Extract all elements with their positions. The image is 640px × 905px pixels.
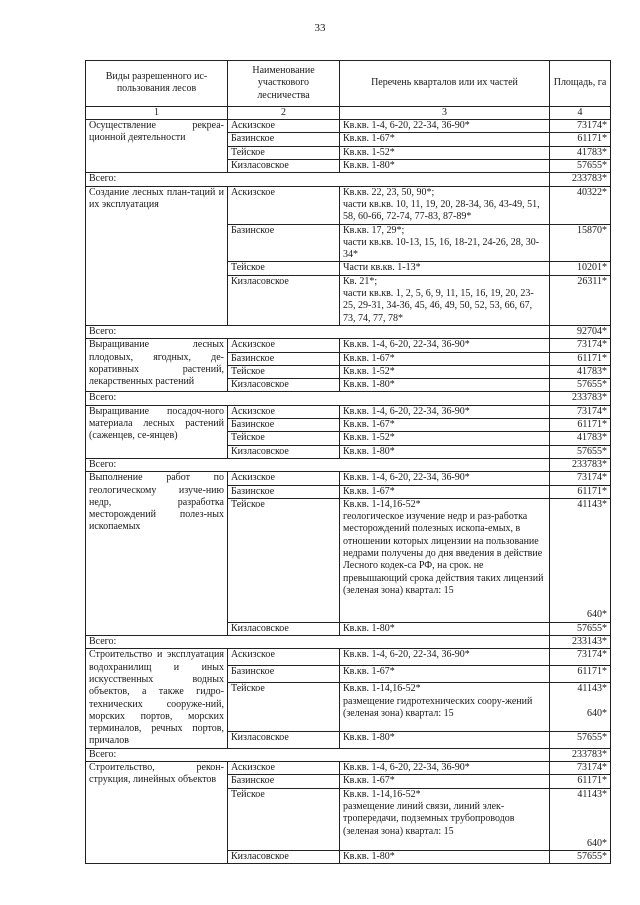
- quarters-text: Кв.кв. 1-52*: [343, 146, 395, 158]
- quarters-text: Кв.кв. 22, 23, 50, 90*;: [343, 186, 435, 198]
- forestry-name-cell: Базинское: [228, 352, 340, 365]
- quarters-text: геологическое изучение недр и раз-работка месторождений полезных ископа-емых, в отношении которых лицензии на пользование недрами получены до дня введения в действие Лесного кодек-са РФ, на срок. не превышающий срока действия таких лицензий (зеленая зона) квартал: 15: [343, 511, 544, 596]
- quarters-cell: [340, 339, 550, 352]
- area-cell: [550, 419, 611, 432]
- area-spacer: [553, 511, 607, 523]
- area-value: 41783*: [577, 432, 607, 444]
- forestry-name-cell: Аскизское: [228, 186, 340, 224]
- quarters-text: части кв.кв. 1, 2, 5, 6, 9, 11, 15, 16, 19, 20, 23-25, 29-31, 34-36, 45, 46, 49, 50, 52, 53, 66, 67, 73, 74, 77, 78*: [343, 288, 534, 324]
- table-row: [86, 120, 611, 133]
- area-cell: [550, 666, 611, 683]
- quarters-cell: [340, 788, 550, 850]
- area-cell: [550, 683, 611, 731]
- area-cell: [550, 622, 611, 635]
- total-row: [86, 458, 611, 471]
- total-value: 233783*: [550, 392, 611, 405]
- area-cell: [550, 275, 611, 325]
- forestry-name-cell: Кизласовское: [228, 379, 340, 392]
- quarters-text: Кв.кв. 1-4, 6-20, 22-34, 36-90*: [343, 649, 470, 661]
- forestry-name-cell: Базинское: [228, 224, 340, 262]
- area-value: 73174*: [577, 649, 607, 661]
- area-cell: [550, 731, 611, 748]
- area-cell: [550, 146, 611, 159]
- header-quarters-list: Перечень кварталов или их частей: [340, 61, 550, 107]
- quarters-cell: [340, 379, 550, 392]
- quarters-text: Кв.кв. 1-80*: [343, 622, 395, 634]
- area-spacer: [553, 523, 607, 535]
- total-row: [86, 392, 611, 405]
- total-value: 92704*: [550, 325, 611, 338]
- forestry-name-cell: Кизласовское: [228, 275, 340, 325]
- quarters-text: Кв.кв. 17, 29*;: [343, 224, 405, 236]
- table-row: [86, 472, 611, 485]
- total-value: 233783*: [550, 458, 611, 471]
- quarters-text: Кв.кв. 1-52*: [343, 432, 395, 444]
- area-value: 57655*: [577, 445, 607, 457]
- header-area: Площадь, га: [550, 61, 611, 107]
- area-value: 57655*: [577, 160, 607, 172]
- quarters-cell: [340, 666, 550, 683]
- quarters-cell: [340, 419, 550, 432]
- use-type-cell: Создание лесных план-таций и их эксплуатация: [86, 186, 228, 325]
- forestry-name-cell: Кизласовское: [228, 622, 340, 635]
- area-spacer: [553, 696, 607, 708]
- area-value: 73174*: [577, 405, 607, 417]
- forestry-name-cell: Кизласовское: [228, 851, 340, 864]
- quarters-text: размещение линий связи, линий элек-тропередачи, подземных трубопроводов (зеленая зона) квартал: 15: [343, 800, 515, 837]
- area-cell: [550, 379, 611, 392]
- quarters-text: Кв.кв. 1-14,16-52*: [343, 498, 421, 510]
- area-value: 41783*: [577, 365, 607, 377]
- area-cell: [550, 405, 611, 418]
- table-header-row: [86, 61, 611, 107]
- quarters-cell: [340, 498, 550, 622]
- forestry-name-cell: Базинское: [228, 666, 340, 683]
- column-number: 4: [550, 106, 611, 119]
- area-value: 57655*: [577, 379, 607, 391]
- quarters-text: Кв.кв. 1-4, 6-20, 22-34, 36-90*: [343, 472, 470, 484]
- quarters-cell: [340, 146, 550, 159]
- area-value: 15870*: [577, 224, 607, 236]
- quarters-cell: [340, 445, 550, 458]
- area-value: 26311*: [577, 275, 607, 287]
- area-value: 57655*: [577, 731, 607, 743]
- total-label: Всего:: [86, 325, 550, 338]
- area-value: 640*: [587, 837, 607, 849]
- header-forestry-name: Наименование участкового лесничества: [228, 61, 340, 107]
- quarters-cell: [340, 133, 550, 146]
- area-value: 73174*: [577, 762, 607, 774]
- quarters-text: Кв.кв. 1-67*: [343, 775, 395, 787]
- area-spacer: [553, 548, 607, 560]
- area-spacer: [553, 826, 607, 838]
- area-value: 41143*: [577, 498, 607, 510]
- area-cell: [550, 485, 611, 498]
- area-cell: [550, 120, 611, 133]
- quarters-cell: [340, 224, 550, 262]
- area-spacer: [553, 801, 607, 813]
- quarters-text: Кв.кв. 1-67*: [343, 133, 395, 145]
- total-label: Всего:: [86, 636, 550, 649]
- forestry-name-cell: Тейское: [228, 498, 340, 622]
- quarters-cell: [340, 851, 550, 864]
- forest-use-table: [85, 60, 611, 864]
- quarters-cell: [340, 649, 550, 666]
- forestry-name-cell: Аскизское: [228, 120, 340, 133]
- area-cell: [550, 762, 611, 775]
- quarters-text: Кв.кв. 1-67*: [343, 666, 395, 678]
- table-row: [86, 339, 611, 352]
- area-value: 61171*: [577, 666, 607, 678]
- area-value: 41143*: [577, 683, 607, 695]
- use-type-cell: Выращивание лесных плодовых, ягодных, де-коративных растений, лекарственных растений: [86, 339, 228, 392]
- quarters-text: размещение гидротехнических соору-жений (зеленая зона) квартал: 15: [343, 695, 533, 719]
- total-row: [86, 325, 611, 338]
- area-value: 61171*: [577, 352, 607, 364]
- quarters-text: части кв.кв. 10-13, 15, 16, 18-21, 24-26, 28, 30-34*: [343, 236, 540, 261]
- quarters-text: Части кв.кв. 1-13*: [343, 262, 421, 274]
- forestry-name-cell: Тейское: [228, 432, 340, 445]
- area-value: 10201*: [577, 262, 607, 274]
- forestry-name-cell: Тейское: [228, 788, 340, 850]
- quarters-cell: [340, 275, 550, 325]
- area-cell: [550, 649, 611, 666]
- total-value: 233143*: [550, 636, 611, 649]
- area-value: 57655*: [577, 622, 607, 634]
- area-cell: [550, 498, 611, 622]
- forestry-name-cell: Аскизское: [228, 762, 340, 775]
- quarters-cell: [340, 472, 550, 485]
- quarters-cell: [340, 485, 550, 498]
- area-value: 61171*: [577, 419, 607, 431]
- quarters-text: Кв.кв. 1-52*: [343, 365, 395, 377]
- page-number: 33: [314, 22, 326, 34]
- area-cell: [550, 365, 611, 378]
- quarters-cell: [340, 762, 550, 775]
- quarters-text: Кв.кв. 1-67*: [343, 419, 395, 431]
- area-value: 640*: [587, 707, 607, 719]
- quarters-cell: [340, 352, 550, 365]
- area-cell: [550, 339, 611, 352]
- area-value: 73174*: [577, 472, 607, 484]
- total-row: [86, 748, 611, 761]
- area-value: 41783*: [577, 146, 607, 158]
- area-spacer: [553, 813, 607, 825]
- area-spacer: [553, 573, 607, 585]
- total-value: 233783*: [550, 173, 611, 186]
- total-label: Всего:: [86, 173, 550, 186]
- total-label: Всего:: [86, 392, 550, 405]
- forestry-name-cell: Базинское: [228, 485, 340, 498]
- use-type-cell: Выращивание посадоч-ного материала лесных растений (саженцев, се-янцев): [86, 405, 228, 458]
- area-cell: [550, 262, 611, 275]
- area-cell: [550, 352, 611, 365]
- area-cell: [550, 224, 611, 262]
- quarters-cell: [340, 405, 550, 418]
- total-row: [86, 636, 611, 649]
- quarters-text: Кв.кв. 1-14,16-52*: [343, 788, 421, 800]
- area-cell: [550, 160, 611, 173]
- forestry-name-cell: Тейское: [228, 262, 340, 275]
- table-row: [86, 186, 611, 224]
- quarters-text: Кв. 21*;: [343, 275, 378, 287]
- column-number: 2: [228, 106, 340, 119]
- area-value: 61171*: [577, 485, 607, 497]
- quarters-text: Кв.кв. 1-4, 6-20, 22-34, 36-90*: [343, 339, 470, 351]
- quarters-text: Кв.кв. 1-80*: [343, 731, 395, 743]
- quarters-cell: [340, 731, 550, 748]
- table-body: [86, 120, 611, 864]
- quarters-text: Кв.кв. 1-4, 6-20, 22-34, 36-90*: [343, 120, 470, 132]
- forestry-name-cell: Базинское: [228, 133, 340, 146]
- area-cell: [550, 186, 611, 224]
- forestry-name-cell: Тейское: [228, 683, 340, 731]
- total-row: [86, 173, 611, 186]
- forestry-name-cell: Аскизское: [228, 405, 340, 418]
- area-value: 57655*: [577, 851, 607, 863]
- quarters-text: Кв.кв. 1-80*: [343, 160, 395, 172]
- area-cell: [550, 432, 611, 445]
- quarters-cell: [340, 160, 550, 173]
- quarters-text: части кв.кв. 10, 11, 19, 20, 28-34, 36, 43-49, 51, 58, 60-66, 72-74, 77-83, 87-89*: [343, 198, 540, 223]
- forestry-name-cell: Кизласовское: [228, 160, 340, 173]
- total-label: Всего:: [86, 458, 550, 471]
- table-row: [86, 762, 611, 775]
- column-number: 3: [340, 106, 550, 119]
- use-type-cell: Строительство, рекон-струкция, линейных объектов: [86, 762, 228, 864]
- forestry-name-cell: Кизласовское: [228, 445, 340, 458]
- table-row: [86, 405, 611, 418]
- use-type-cell: Выполнение работ по геологическому изуче-нию недр, разработка месторождений полез-ных ископаемых: [86, 472, 228, 636]
- area-value: 640*: [587, 609, 607, 621]
- total-label: Всего:: [86, 748, 550, 761]
- area-spacer: [553, 560, 607, 572]
- column-number: 1: [86, 106, 228, 119]
- forestry-name-cell: Аскизское: [228, 649, 340, 666]
- quarters-cell: [340, 186, 550, 224]
- quarters-text: Кв.кв. 1-67*: [343, 485, 395, 497]
- quarters-cell: [340, 365, 550, 378]
- area-value: 40322*: [577, 186, 607, 198]
- area-spacer: [553, 536, 607, 548]
- table-row: [86, 649, 611, 666]
- quarters-cell: [340, 622, 550, 635]
- quarters-cell: [340, 120, 550, 133]
- use-type-cell: Осуществление рекреа-ционной деятельности: [86, 120, 228, 173]
- area-cell: [550, 775, 611, 788]
- total-value: 233783*: [550, 748, 611, 761]
- forestry-name-cell: Аскизское: [228, 472, 340, 485]
- area-cell: [550, 133, 611, 146]
- header-use-type: Виды разрешенного ис-пользования лесов: [86, 61, 228, 107]
- column-number-row: [86, 106, 611, 119]
- area-value: 73174*: [577, 339, 607, 351]
- forestry-name-cell: Базинское: [228, 775, 340, 788]
- use-type-cell: Строительство и эксплуатация водохранилищ и иных искусственных водных объектов, а также гидро-технических сооруже-ний, морских портов, морских терминалов, речных портов, причалов: [86, 649, 228, 748]
- area-value: 41143*: [577, 788, 607, 800]
- forestry-name-cell: Тейское: [228, 365, 340, 378]
- quarters-text: Кв.кв. 1-4, 6-20, 22-34, 36-90*: [343, 405, 470, 417]
- quarters-cell: [340, 262, 550, 275]
- quarters-text: Кв.кв. 1-80*: [343, 851, 395, 863]
- quarters-text: Кв.кв. 1-67*: [343, 352, 395, 364]
- forestry-name-cell: Кизласовское: [228, 731, 340, 748]
- quarters-cell: [340, 775, 550, 788]
- area-value: 73174*: [577, 120, 607, 132]
- forestry-name-cell: Аскизское: [228, 339, 340, 352]
- quarters-text: Кв.кв. 1-4, 6-20, 22-34, 36-90*: [343, 762, 470, 774]
- quarters-text: Кв.кв. 1-80*: [343, 445, 395, 457]
- area-cell: [550, 851, 611, 864]
- quarters-cell: [340, 683, 550, 731]
- quarters-text: Кв.кв. 1-14,16-52*: [343, 683, 421, 695]
- quarters-cell: [340, 432, 550, 445]
- forestry-name-cell: Тейское: [228, 146, 340, 159]
- area-spacer: [553, 585, 607, 597]
- area-cell: [550, 445, 611, 458]
- area-cell: [550, 472, 611, 485]
- quarters-text: Кв.кв. 1-80*: [343, 379, 395, 391]
- area-value: 61171*: [577, 133, 607, 145]
- forestry-name-cell: Базинское: [228, 419, 340, 432]
- area-cell: [550, 788, 611, 850]
- area-value: 61171*: [577, 775, 607, 787]
- area-spacer: [553, 597, 607, 609]
